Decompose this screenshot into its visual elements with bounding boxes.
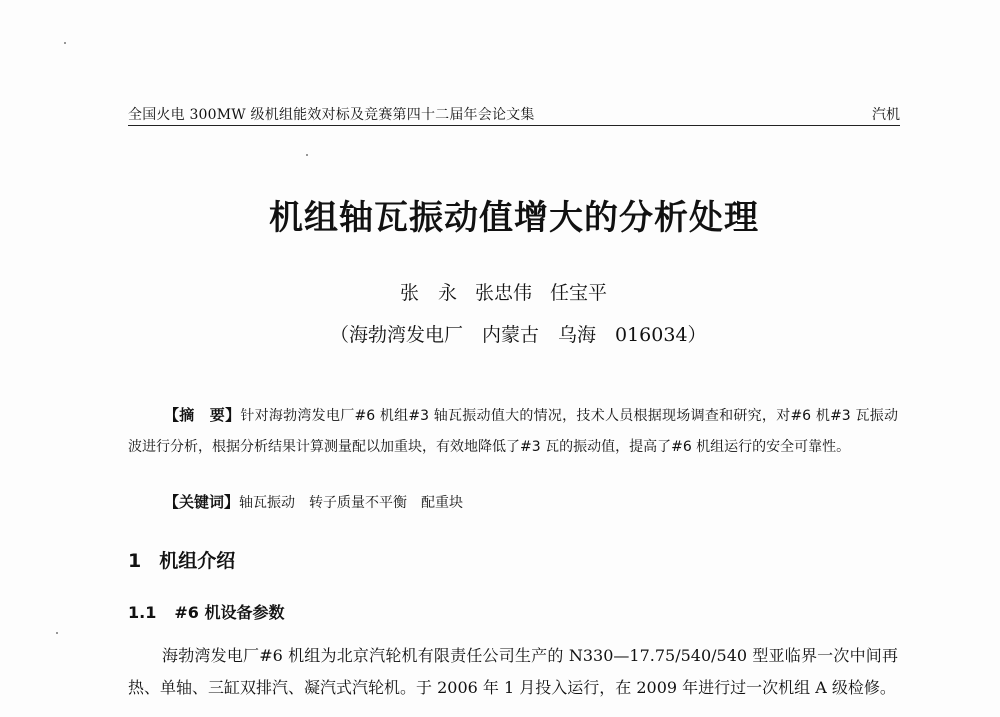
scan-speck — [306, 154, 308, 156]
section-title: 机组介绍 — [159, 550, 236, 572]
subsection-title: #6 机设备参数 — [174, 603, 285, 622]
abstract-text: 针对海勃湾发电厂#6 机组#3 轴瓦振动值大的情况，技术人员根据现场调查和研究，对#6 机#3 瓦振动波进行分析，根据分析结果计算测量配以加重块，有效地降低了#3 瓦的振动值，提高了#6 机组运行的安全可靠性。 — [128, 408, 898, 455]
paper-title: 机组轴瓦振动值增大的分析处理 — [269, 198, 759, 238]
section-heading — [128, 546, 235, 573]
running-header-left: 全国火电 300MW 级机组能效对标及竞赛第四十二届年会论文集 — [128, 107, 535, 123]
author-name: 张 永 — [400, 282, 458, 304]
subsection-heading — [128, 600, 284, 623]
abstract — [128, 400, 898, 463]
keyword: 配重块 — [421, 495, 464, 511]
section-number: 1 — [128, 550, 142, 572]
author-name: 任宝平 — [550, 282, 608, 304]
author-name: 张忠伟 — [475, 282, 533, 304]
running-header-right: 汽机 — [872, 107, 900, 123]
author-list — [400, 278, 625, 305]
body-paragraph: 海勃湾发电厂#6 机组为北京汽轮机有限责任公司生产的 N330—17.75/540/540 型亚临界一次中间再热、单轴、三缸双排汽、凝汽式汽轮机。于 2006 年 1 月投入运行，在 2009 年进行过一次机组 A 级检修。 — [128, 646, 898, 697]
subsection-number: 1.1 — [128, 603, 157, 622]
running-header — [128, 104, 900, 126]
keywords — [164, 491, 477, 512]
abstract-label: 【摘 要】 — [164, 406, 241, 424]
scan-speck — [56, 632, 58, 634]
header-rule — [128, 125, 900, 126]
affiliation: （海勃湾发电厂 内蒙古 乌海 016034） — [330, 324, 707, 346]
keyword: 轴瓦振动 — [239, 495, 296, 511]
keyword: 转子质量不平衡 — [309, 495, 408, 511]
keywords-label: 【关键词】 — [164, 493, 240, 511]
scan-speck — [64, 42, 66, 44]
